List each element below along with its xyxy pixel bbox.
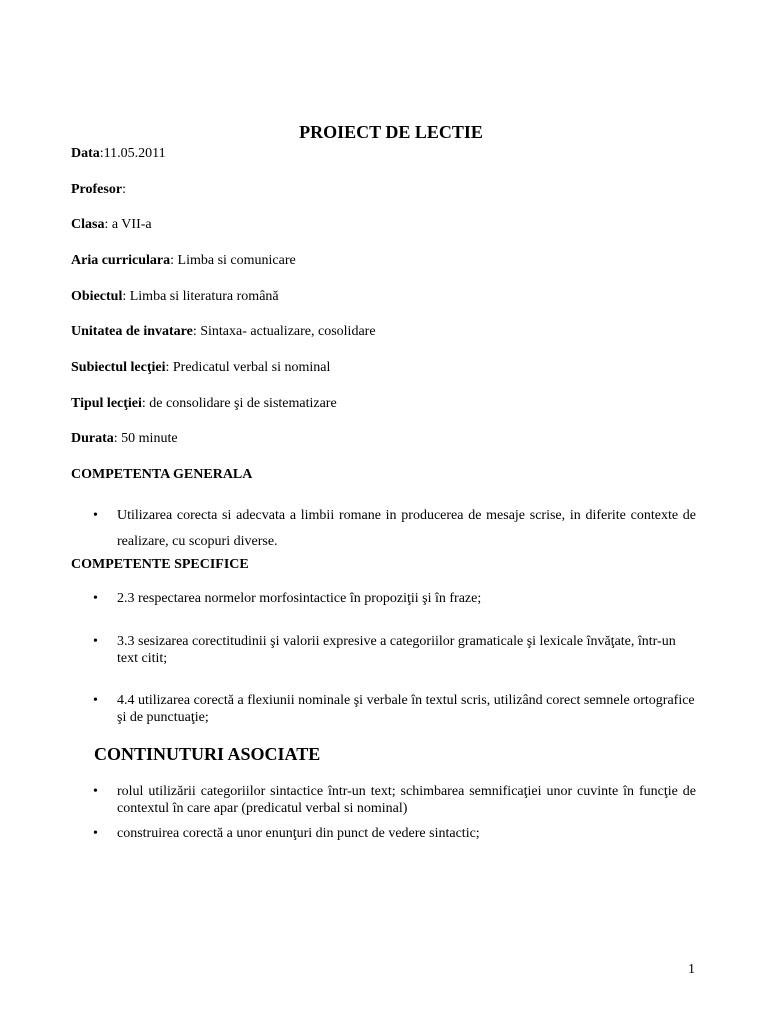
field-value: : Sintaxa- actualizare, cosolidare [192,324,376,339]
field-label: Subiectul lecţiei [71,360,166,375]
bullet-icon: • [93,591,98,606]
bullet-icon: • [93,826,98,841]
field-value: : Limba si literatura română [122,289,279,304]
field-durata [71,431,178,447]
list-item-text: construirea corectă a unor enunţuri din punct de vedere sintactic; [117,826,480,841]
field-tipul [71,396,337,412]
field-obiectul [71,289,279,305]
list-item [93,692,696,726]
list-item-text: 4.4 utilizarea corectă a flexiunii nominale şi verbale în textul scris, utilizând corect semnele ortografice şi de punctuaţie; [117,693,695,725]
field-label: Tipul lecţiei [71,396,142,411]
list-item-text: 2.3 respectarea normelor morfosintactice în propoziţii şi în fraze; [117,591,482,606]
field-value: : Limba si comunicare [170,253,296,268]
bullet-icon: • [93,634,98,649]
list-item-text: 3.3 sesizarea corectitudinii şi valorii expresive a categoriilor gramaticale şi lexicale învăţate, într-un text citit; [117,634,676,666]
page-number: 1 [688,962,695,977]
list-item [93,783,696,817]
field-value: : [122,182,126,197]
field-label: Clasa [71,217,105,232]
bullet-icon: • [93,693,98,708]
list-item [93,503,696,555]
section-heading-competenta-generala: COMPETENTA GENERALA [71,467,253,482]
list-item-text: Utilizarea corecta si adecvata a limbii romane in producerea de mesaje scrise, in diferite contexte de realizare, cu scopuri diverse. [117,508,696,549]
list-item [93,590,696,607]
field-data [71,146,166,162]
field-value: : de consolidare şi de sistematizare [141,396,337,411]
list-item [93,633,696,667]
field-clasa [71,217,152,233]
section-heading-continuturi: CONTINUTURI ASOCIATE [94,744,321,764]
field-label: Unitatea de invatare [71,324,193,339]
list-item [93,825,696,842]
bullet-icon: • [93,784,98,799]
field-aria-curriculara [71,253,296,269]
field-label: Data [71,146,100,161]
field-label: Aria curriculara [71,253,171,268]
field-label: Profesor [71,182,123,197]
field-value: :11.05.2011 [99,146,166,161]
field-profesor [71,182,126,198]
bullet-icon: • [93,508,98,523]
list-item-text: rolul utilizării categoriilor sintactice într-un text; schimbarea semnificaţiei unor cuvinte în funcţie de contextul în care apar (predicatul verbal si nominal) [117,784,696,816]
field-label: Obiectul [71,289,123,304]
field-unitatea [71,324,376,340]
field-value: : a VII-a [104,217,152,232]
page-title: PROIECT DE LECTIE [299,122,483,142]
section-heading-competente-specifice: COMPETENTE SPECIFICE [71,557,249,572]
field-label: Durata [71,431,114,446]
field-value: : 50 minute [113,431,178,446]
field-value: : Predicatul verbal si nominal [165,360,331,375]
field-subiectul [71,360,330,376]
